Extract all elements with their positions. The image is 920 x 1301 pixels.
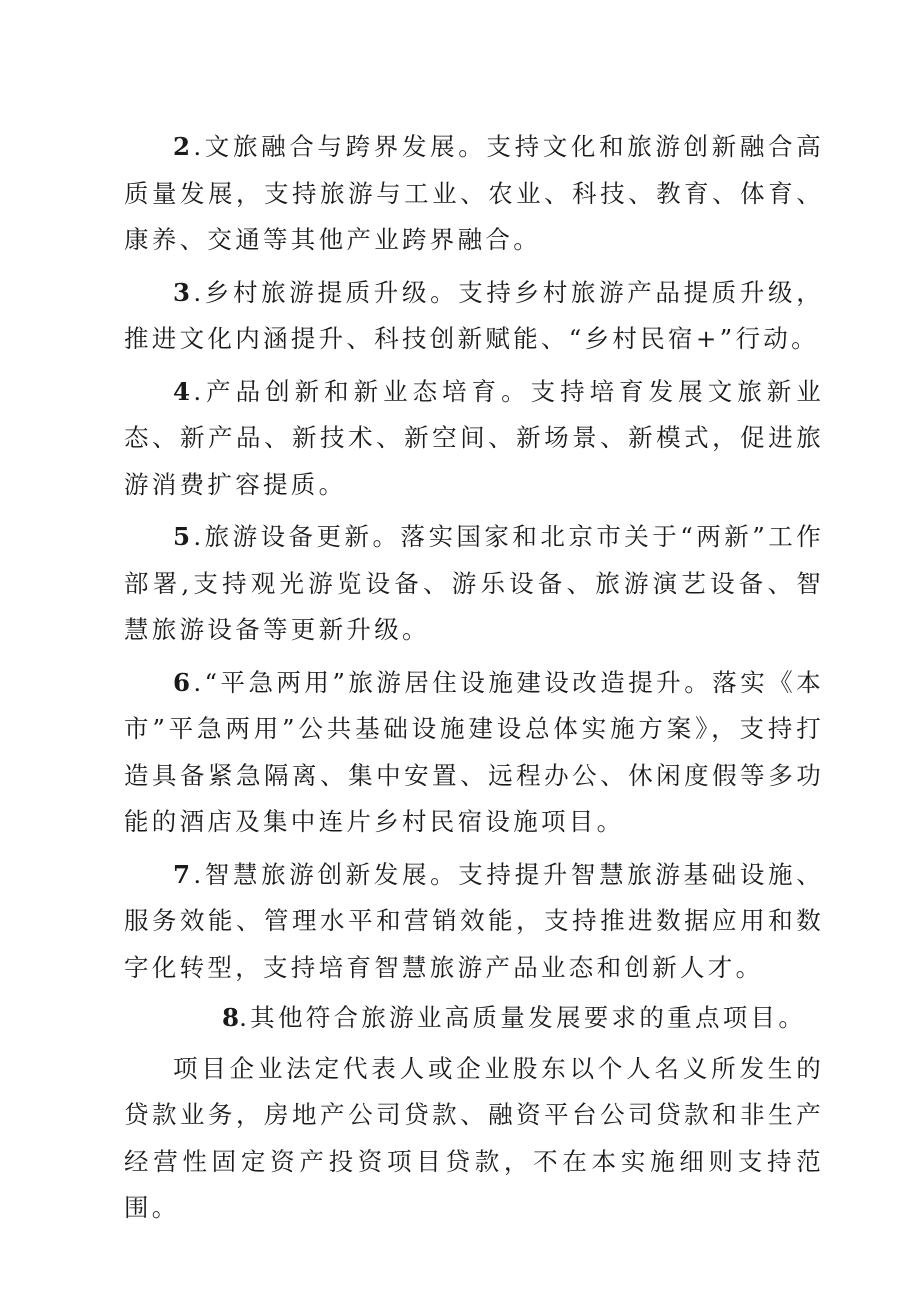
item-5-text: .旅游设备更新。落实国家和北京市关于“两新”工作部署,支持观光游览设备、游乐设备、旅游演艺设备、智慧旅游设备等更新升级。 (124, 522, 824, 644)
item-5 (124, 514, 824, 654)
item-3-number: 3 (173, 277, 194, 307)
item-8-number: 8 (222, 1003, 240, 1032)
item-6-text: .“平急两用”旅游居住设施建设改造提升。落实《本市”平急两用”公共基础设施建设总体实施方案》，支持打造具备紧急隔离、集中安置、远程办公、休闲度假等多功能的酒店及集中连片乡村民宿设施项目。 (124, 667, 824, 836)
item-3 (124, 270, 824, 363)
item-7-text: .智慧旅游创新发展。支持提升智慧旅游基础设施、服务效能、管理水平和营销效能，支持推进数据应用和数字化转型，支持培育智慧旅游产品业态和创新人才。 (124, 859, 824, 982)
item-7 (124, 852, 824, 992)
item-4 (124, 369, 824, 509)
item-7-number: 7 (173, 859, 194, 889)
item-4-number: 4 (173, 376, 194, 406)
closing-paragraph: 项目企业法定代表人或企业股东以个人名义所发生的贷款业务，房地产公司贷款、融资平台公司贷款和非生产经营性固定资产投资项目贷款，不在本实施细则支持范围。 (124, 1053, 824, 1222)
item-6-number: 6 (173, 667, 194, 697)
item-3-text: .乡村旅游提质升级。支持乡村旅游产品提质升级，推进文化内涵提升、科技创新赋能、“乡村民宿+”行动。 (124, 277, 824, 353)
item-2 (124, 124, 824, 264)
item-5-number: 5 (173, 522, 194, 551)
item-8 (124, 995, 824, 1042)
item-2-number: 2 (173, 132, 194, 161)
item-8-text: .其他符合旅游业高质量发展要求的重点项目。 (239, 1003, 807, 1032)
item-6 (124, 660, 824, 846)
item-2-text: .文旅融合与跨界发展。支持文化和旅游创新融合高质量发展，支持旅游与工业、农业、科技、教育、体育、康养、交通等其他产业跨界融合。 (124, 132, 824, 254)
item-4-text: .产品创新和新业态培育。支持培育发展文旅新业态、新产品、新技术、新空间、新场景、新模式，促进旅游消费扩容提质。 (124, 376, 824, 499)
